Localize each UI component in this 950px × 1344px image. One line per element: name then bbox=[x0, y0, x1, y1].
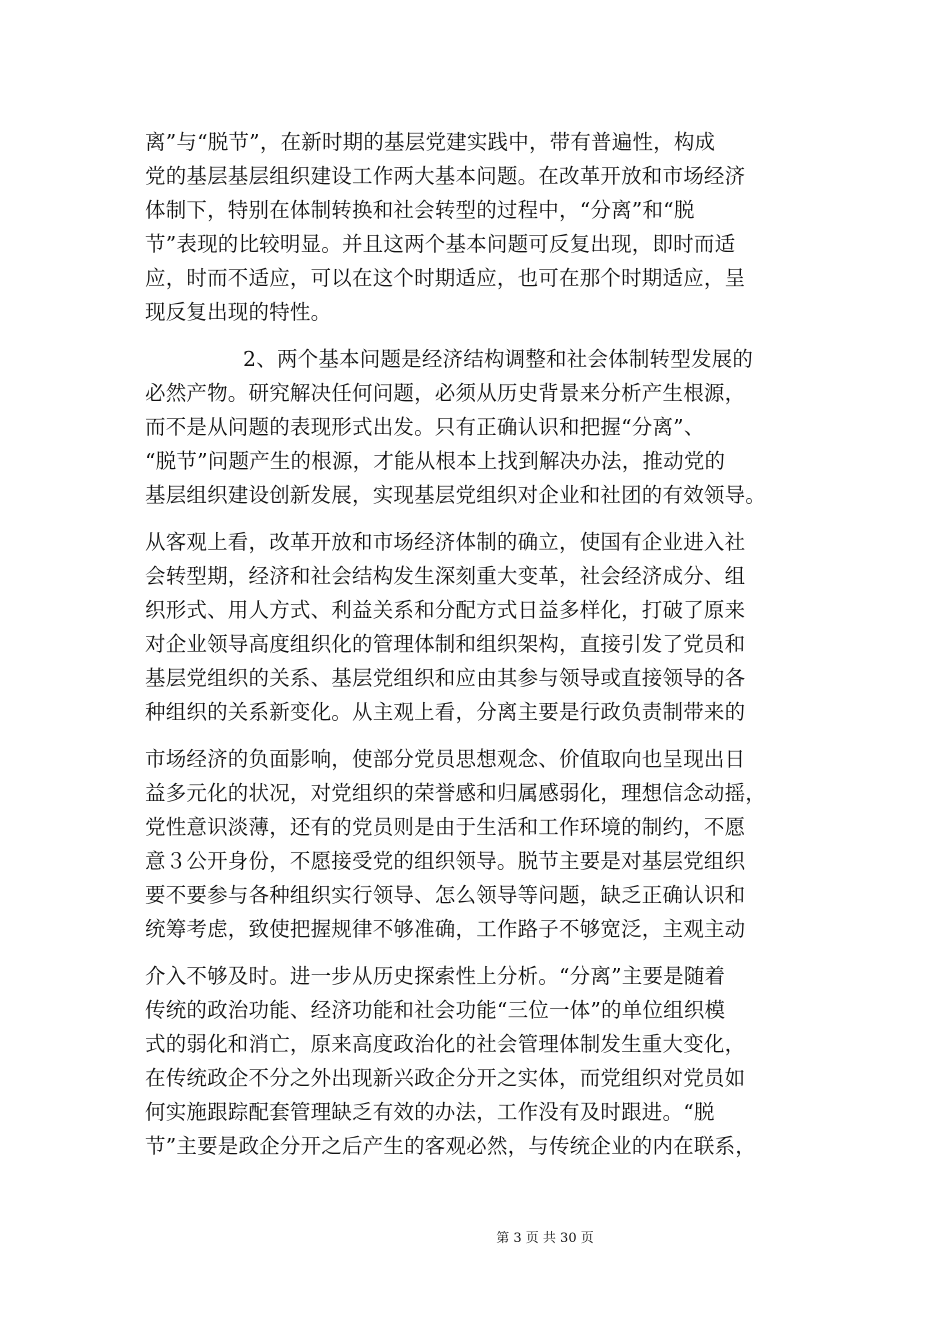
body-text-line: 在传统政企不分之外出现新兴政企分开之实体，而党组织对党员如 bbox=[145, 1066, 746, 1090]
body-text-line: 必然产物。研究解决任何问题，必须从历史背景来分析产生根源， bbox=[145, 381, 746, 405]
body-text-line: 基层组织建设创新发展，实现基层党组织对企业和社团的有效领导。 bbox=[145, 483, 766, 507]
body-text-line: 而不是从问题的表现形式出发。只有正确认识和把握“分离”、 bbox=[145, 415, 705, 439]
body-text-line: 传统的政治功能、经济功能和社会功能“三位一体”的单位组织模 bbox=[145, 998, 726, 1022]
body-text-line: 会转型期，经济和社会结构发生深刻重大变革，社会经济成分、组 bbox=[145, 564, 746, 588]
body-text-line: 从客观上看，改革开放和市场经济体制的确立，使国有企业进入社 bbox=[145, 530, 746, 554]
page-number-footer: 第 3 页 共 30 页 bbox=[496, 1231, 594, 1246]
body-text-line: 种组织的关系新变化。从主观上看，分离主要是行政负责制带来的 bbox=[145, 700, 746, 724]
body-text-line: “脱节”问题产生的根源，才能从根本上找到解决办法，推动党的 bbox=[145, 449, 726, 473]
body-text-line: 意３公开身份，不愿接受党的组织领导。脱节主要是对基层党组织 bbox=[145, 849, 746, 873]
body-text-line: 节”主要是政企分开之后产生的客观必然，与传统企业的内在联系， bbox=[145, 1134, 756, 1158]
body-text-line: 要不要参与各种组织实行领导、怎么领导等问题，缺乏正确认识和 bbox=[145, 883, 746, 907]
body-text-line: 基层党组织的关系、基层党组织和应由其参与领导或直接领导的各 bbox=[145, 666, 746, 690]
body-text-line: 现反复出现的特性。 bbox=[145, 300, 332, 324]
body-text-line: 统筹考虑，致使把握规律不够准确，工作路子不够宽泛，主观主动 bbox=[145, 917, 746, 941]
body-text-line: 织形式、用人方式、利益关系和分配方式日益多样化，打破了原来 bbox=[145, 598, 746, 622]
body-text-line: 对企业领导高度组织化的管理体制和组织架构，直接引发了党员和 bbox=[145, 632, 746, 656]
body-text-line: 何实施跟踪配套管理缺乏有效的办法，工作没有及时跟进。“脱 bbox=[145, 1100, 715, 1124]
body-text-line: 介入不够及时。进一步从历史探索性上分析。“分离”主要是随着 bbox=[145, 964, 726, 988]
body-text-line: 体制下，特别在体制转换和社会转型的过程中，“分离”和“脱 bbox=[145, 198, 695, 222]
body-text-line: 离”与“脱节”，在新时期的基层党建实践中，带有普遍性，构成 bbox=[145, 130, 716, 154]
paragraph-start-line: 2、两个基本问题是经济结构调整和社会体制转型发展的 bbox=[243, 347, 754, 371]
body-text-line: 党的基层基层组织建设工作两大基本问题。在改革开放和市场经济 bbox=[145, 164, 746, 188]
body-text-line: 党性意识淡薄，还有的党员则是由于生活和工作环境的制约，不愿 bbox=[145, 815, 746, 839]
body-text-line: 节”表现的比较明显。并且这两个基本问题可反复出现，即时而适 bbox=[145, 232, 736, 256]
body-text-line: 应，时而不适应，可以在这个时期适应，也可在那个时期适应，呈 bbox=[145, 266, 746, 290]
body-text-line: 市场经济的负面影响，使部分党员思想观念、价值取向也呈现出日 bbox=[145, 747, 746, 771]
body-text-line: 益多元化的状况，对党组织的荣誉感和归属感弱化，理想信念动摇， bbox=[145, 781, 766, 805]
body-text-line: 式的弱化和消亡，原来高度政治化的社会管理体制发生重大变化， bbox=[145, 1032, 746, 1056]
